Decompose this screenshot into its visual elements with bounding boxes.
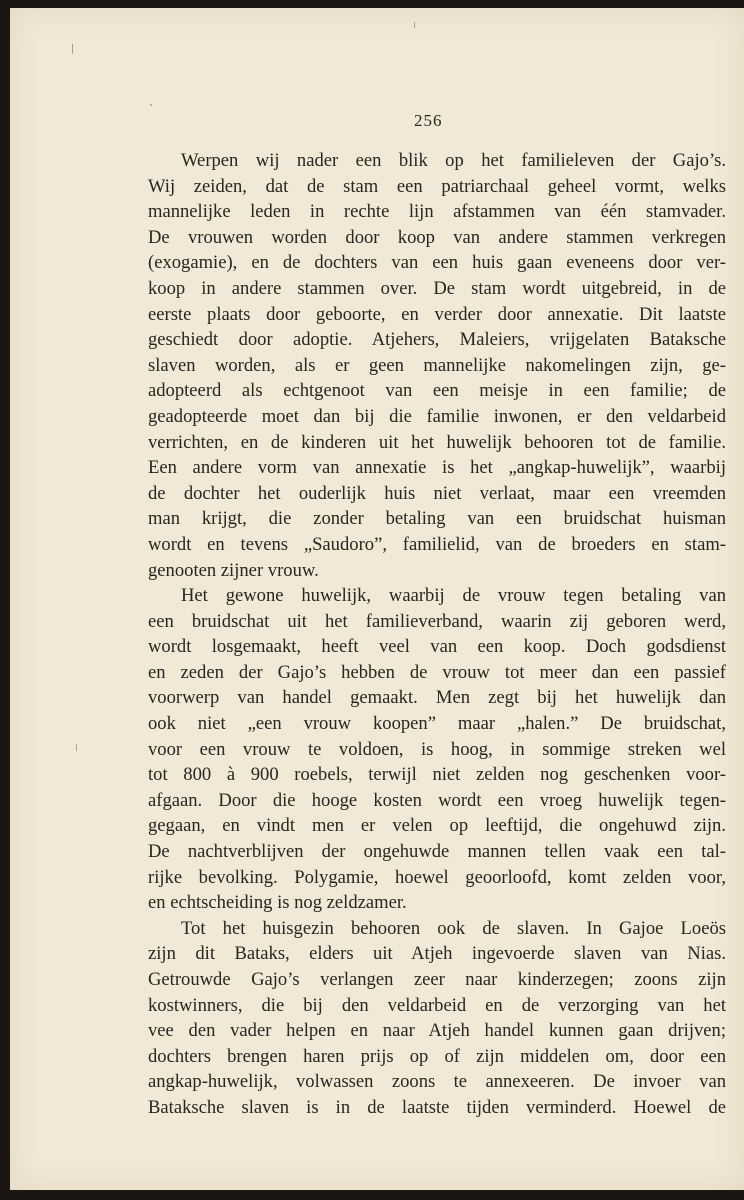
text-line: tot 800 à 900 roebels, terwijl niet zelden nog geschenken voor-: [148, 764, 726, 786]
text-line: adopteerd als echtgenoot van een meisje in een familie; de: [148, 380, 726, 402]
text-line: vee den vader helpen en naar Atjeh handel kunnen gaan drijven;: [148, 1020, 726, 1042]
text-line: de dochter het ouderlijk huis niet verlaat, maar een vreemden: [148, 482, 726, 504]
paper-speck: [414, 22, 415, 28]
text-line: Getrouwde Gajo’s verlangen zeer naar kinderzegen; zoons zijn: [148, 969, 726, 990]
book-page: [10, 8, 744, 1190]
text-line: Tot het huisgezin behooren ook de slaven. In Gajoe Loeös: [181, 917, 726, 939]
text-line: Het gewone huwelijk, waarbij de vrouw tegen betaling van: [181, 585, 726, 607]
paper-speck: [150, 104, 152, 106]
text-line: geadopteerde moet dan bij die familie inwonen, er den veldarbeid: [148, 405, 726, 427]
text-line: Bataksche slaven is in de laatste tijden verminderd. Hoewel de: [148, 1096, 726, 1118]
text-line: geschiedt door adoptie. Atjehers, Maleiers, vrijgelaten Bataksche: [148, 329, 726, 351]
paper-speck: [72, 44, 73, 54]
text-line: wordt en tevens „Saudoro”, familielid, van de broeders en stam-: [148, 533, 726, 555]
text-line: kostwinners, die bij den veldarbeid en de verzorging van het: [148, 994, 726, 1016]
text-line: mannelijke leden in rechte lijn afstammen van één stamvader.: [148, 201, 726, 223]
text-line: Een andere vorm van annexatie is het „angkap-huwelijk”, waarbij: [148, 457, 726, 479]
text-line: afgaan. Door die hooge kosten wordt een vroeg huwelijk tegen-: [148, 789, 726, 811]
page-number: 256: [414, 111, 443, 130]
body-text: [148, 148, 726, 1121]
text-line: Werpen wij nader een blik op het familieleven der Gajo’s.: [181, 150, 726, 171]
text-line: zijn dit Bataks, elders uit Atjeh ingevoerde slaven van Nias.: [148, 943, 726, 965]
text-line: Wij zeiden, dat de stam een patriarchaal geheel vormt, welks: [148, 175, 726, 197]
text-line: rijke bevolking. Polygamie, hoewel geoorloofd, komt zelden voor,: [148, 866, 726, 888]
text-line: en echtscheiding is nog zeldzamer.: [148, 892, 407, 914]
text-line: verrichten, en de kinderen uit het huwelijk behooren tot de familie.: [148, 431, 726, 453]
text-line: koop in andere stammen over. De stam wordt uitgebreid, in de: [148, 277, 726, 299]
text-line: angkap-huwelijk, volwassen zoons te annexeeren. De invoer van: [148, 1071, 726, 1093]
paper-speck: [76, 744, 77, 751]
text-line: (exogamie), en de dochters van een huis gaan eveneens door ver-: [148, 252, 726, 274]
text-line: voor een vrouw te voldoen, is hoog, in sommige streken wel: [148, 738, 726, 760]
text-line: genooten zijner vrouw.: [148, 559, 319, 581]
text-line: dochters brengen haren prijs op of zijn middelen om, door een: [148, 1045, 726, 1067]
text-line: De vrouwen worden door koop van andere stammen verkregen: [148, 226, 726, 248]
text-line: voorwerp van handel gemaakt. Men zegt bij het huwelijk dan: [148, 687, 726, 709]
text-line: en zeden der Gajo’s hebben de vrouw tot meer dan een passief: [148, 661, 726, 683]
text-line: slaven worden, als er geen mannelijke nakomelingen zijn, ge-: [148, 354, 726, 376]
text-line: De nachtverblijven der ongehuwde mannen tellen vaak een tal-: [148, 841, 726, 863]
text-line: gegaan, en vindt men er velen op leeftijd, die ongehuwd zijn.: [148, 815, 726, 837]
text-line: een bruidschat uit het familieverband, waarin zij geboren werd,: [148, 610, 726, 632]
text-line: ook niet „een vrouw koopen” maar „halen.” De bruidschat,: [148, 713, 726, 735]
text-line: wordt losgemaakt, heeft veel van een koop. Doch godsdienst: [148, 636, 726, 658]
text-line: man krijgt, die zonder betaling van een bruidschat huisman: [148, 508, 726, 530]
text-line: eerste plaats door geboorte, en verder door annexatie. Dit laatste: [148, 303, 726, 325]
